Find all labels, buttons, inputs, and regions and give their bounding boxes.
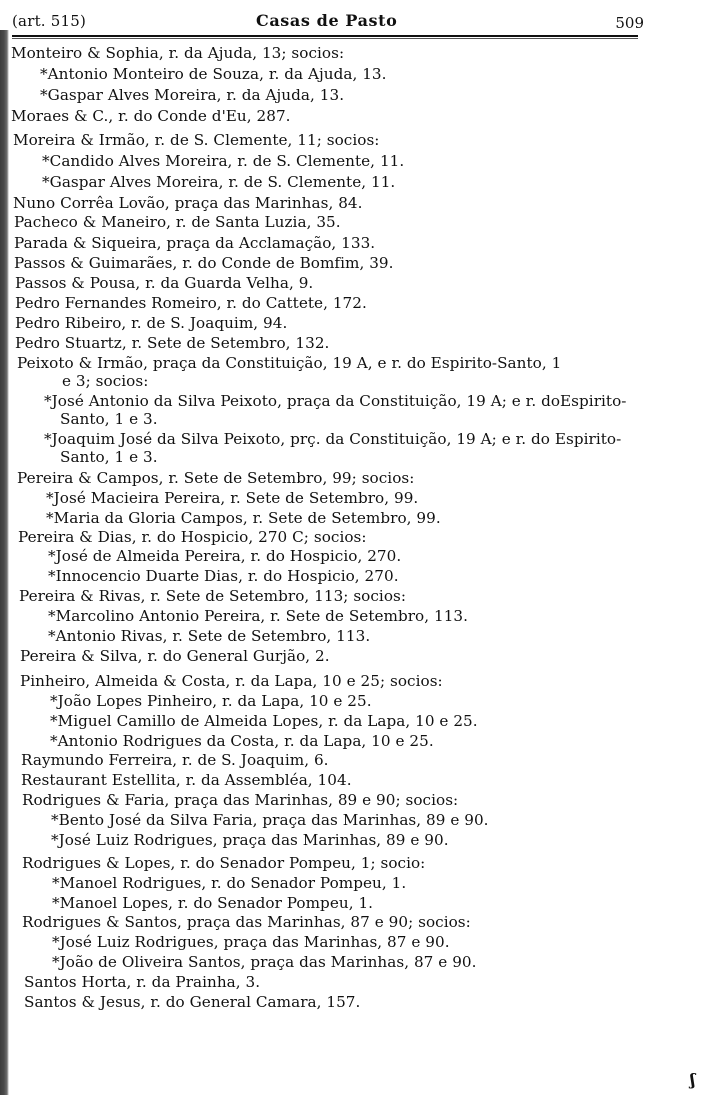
entry-line: Pereira & Silva, r. do General Gurjão, 2. xyxy=(20,647,330,665)
header-rule-thin xyxy=(12,38,638,39)
page-binding-shadow xyxy=(0,30,9,1095)
entry-line: Moraes & C., r. do Conde d'Eu, 287. xyxy=(11,107,291,125)
entry-line: *Miguel Camillo de Almeida Lopes, r. da Lapa, 10 e 25. xyxy=(50,712,478,730)
entry-line: Santos & Jesus, r. do General Camara, 157. xyxy=(24,993,361,1011)
entry-line: Raymundo Ferreira, r. de S. Joaquim, 6. xyxy=(21,751,329,769)
entry-line: e 3; socios: xyxy=(62,372,149,390)
entry-line: *José de Almeida Pereira, r. do Hospicio, 270. xyxy=(48,547,402,565)
entry-line: Parada & Siqueira, praça da Acclamação, 133. xyxy=(14,234,376,252)
entry-line: *Innocencio Duarte Dias, r. do Hospicio, 270. xyxy=(48,567,399,585)
entry-line: Pedro Stuartz, r. Sete de Setembro, 132. xyxy=(15,334,330,352)
entry-line: *Candido Alves Moreira, r. de S. Clemente, 11. xyxy=(42,152,405,170)
entry-line: Pereira & Dias, r. do Hospicio, 270 C; socios: xyxy=(18,528,367,546)
entry-line: Pedro Ribeiro, r. de S. Joaquim, 94. xyxy=(15,314,288,332)
entry-line: Pacheco & Maneiro, r. de Santa Luzia, 35. xyxy=(14,213,341,231)
entry-line: Nuno Corrêa Lovão, praça das Marinhas, 84. xyxy=(13,194,363,212)
entry-line: Passos & Guimarães, r. do Conde de Bomfim, 39. xyxy=(14,254,394,272)
entry-line: Restaurant Estellita, r. da Assembléa, 104. xyxy=(21,771,352,789)
entry-line: *Antonio Rodrigues da Costa, r. da Lapa, 10 e 25. xyxy=(50,732,434,750)
corner-ink-mark: ʃ xyxy=(690,1070,696,1089)
entry-line: *João de Oliveira Santos, praça das Marinhas, 87 e 90. xyxy=(52,953,477,971)
entry-line: *Antonio Rivas, r. Sete de Setembro, 113. xyxy=(48,627,371,645)
entry-line: Pinheiro, Almeida & Costa, r. da Lapa, 10 e 25; socios: xyxy=(20,672,443,690)
section-title: Casas de Pasto xyxy=(256,11,398,30)
entry-line: *Antonio Monteiro de Souza, r. da Ajuda, 13. xyxy=(40,65,387,83)
page-number: 509 xyxy=(615,14,644,32)
entry-line: *José Luiz Rodrigues, praça das Marinhas, 87 e 90. xyxy=(52,933,450,951)
entry-line: Moreira & Irmão, r. de S. Clemente, 11; socios: xyxy=(13,131,380,149)
article-reference: (art. 515) xyxy=(12,12,87,30)
entry-line: *Gaspar Alves Moreira, r. da Ajuda, 13. xyxy=(40,86,345,104)
entry-line: Rodrigues & Lopes, r. do Senador Pompeu, 1; socio: xyxy=(22,854,426,872)
entry-line: *João Lopes Pinheiro, r. da Lapa, 10 e 25. xyxy=(50,692,372,710)
entry-line: Rodrigues & Santos, praça das Marinhas, 87 e 90; socios: xyxy=(22,913,471,931)
entry-line: Monteiro & Sophia, r. da Ajuda, 13; socios: xyxy=(11,44,345,62)
entry-line: *Gaspar Alves Moreira, r. de S. Clemente, 11. xyxy=(42,173,396,191)
entry-line: *Manoel Rodrigues, r. do Senador Pompeu, 1. xyxy=(52,874,407,892)
entry-line: *Bento José da Silva Faria, praça das Marinhas, 89 e 90. xyxy=(51,811,489,829)
page-header xyxy=(12,6,644,34)
header-rule xyxy=(12,35,638,37)
entry-line: Passos & Pousa, r. da Guarda Velha, 9. xyxy=(15,274,314,292)
entry-line: Pereira & Rivas, r. Sete de Setembro, 113; socios: xyxy=(19,587,407,605)
entry-line: *Marcolino Antonio Pereira, r. Sete de Setembro, 113. xyxy=(48,607,469,625)
entry-line: *José Luiz Rodrigues, praça das Marinhas, 89 e 90. xyxy=(51,831,449,849)
entry-line: Rodrigues & Faria, praça das Marinhas, 89 e 90; socios: xyxy=(22,791,459,809)
entry-line: *Joaquim José da Silva Peixoto, prç. da Constituição, 19 A; e r. do Espirito- xyxy=(44,430,622,448)
entry-line: Pereira & Campos, r. Sete de Setembro, 99; socios: xyxy=(17,469,415,487)
entry-line: Santos Horta, r. da Prainha, 3. xyxy=(24,973,261,991)
entry-line: Pedro Fernandes Romeiro, r. do Cattete, 172. xyxy=(15,294,367,312)
entry-line: Santo, 1 e 3. xyxy=(60,448,158,466)
entry-line: Peixoto & Irmão, praça da Constituição, 19 A, e r. do Espirito-Santo, 1 xyxy=(17,354,562,372)
entry-line: *José Antonio da Silva Peixoto, praça da Constituição, 19 A; e r. doEspirito- xyxy=(44,392,627,410)
entry-line: *José Macieira Pereira, r. Sete de Setembro, 99. xyxy=(46,489,419,507)
entry-line: Santo, 1 e 3. xyxy=(60,410,158,428)
entry-line: *Maria da Gloria Campos, r. Sete de Setembro, 99. xyxy=(46,509,441,527)
entry-line: *Manoel Lopes, r. do Senador Pompeu, 1. xyxy=(52,894,374,912)
